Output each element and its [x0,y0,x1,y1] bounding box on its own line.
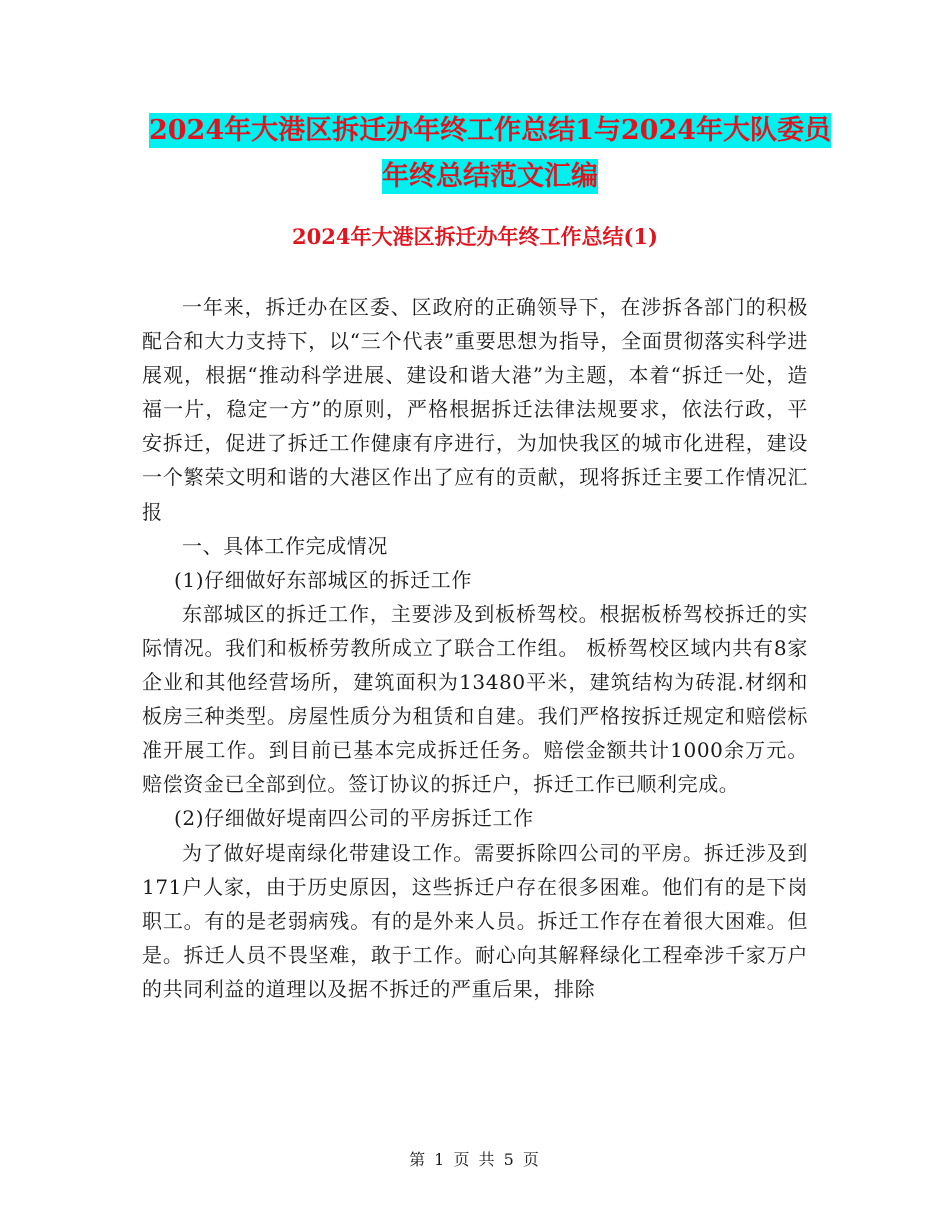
document-body [142,290,808,1006]
document-title-highlight: 2024年大港区拆迁办年终工作总结1与2024年大队委员年终总结范文汇编 [148,115,832,192]
subheading-dinan-company: (2)仔细做好堤南四公司的平房拆迁工作 [174,806,534,831]
subheading-east-district: (1)仔细做好东部城区的拆迁工作 [174,567,472,592]
page-footer: 第 1 页 共 5 页 [409,1150,541,1169]
paragraph-east-district: 东部城区的拆迁工作，主要涉及到板桥驾校。根据板桥驾校拆迁的实际情况。我们和板桥劳教所成立了联合工作组。 板桥驾校区域内共有8家企业和其他经营场所，建筑面积为13480平米，建筑结构为砖混.材纲和板房三种类型。房屋性质分为租赁和自建。我们严格按拆迁规定和赔偿标准开展工作。到目前已基本完成拆迁任务。赔偿金额共计1000余万元。赔偿资金已全部到位。签订协议的拆迁户，拆迁工作已顺利完成。 [142,601,808,797]
document-title [140,108,840,200]
paragraph-intro: 一年来，拆迁办在区委、区政府的正确领导下，在涉拆各部门的积极配合和大力支持下，以“三个代表”重要思想为指导，全面贯彻落实科学进展观，根据“推动科学进展、建设和谐大港”为主题，本着“拆迁一处，造福一片，稳定一方”的原则，严格根据拆迁法律法规要求，依法行政，平安拆迁，促进了拆迁工作健康有序进行，为加快我区的城市化进程，建设一个繁荣文明和谐的大港区作出了应有的贡献，现将拆迁主要工作情况汇报 [142,295,808,524]
section-title: 2024年大港区拆迁办年终工作总结(1) [292,224,658,249]
paragraph-dinan-company: 为了做好堤南绿化带建设工作。需要拆除四公司的平房。拆迁涉及到171户人家，由于历史原因，这些拆迁户存在很多困难。他们有的是下岗职工。有的是老弱病残。有的是外来人员。拆迁工作存在着很大困难。但是。拆迁人员不畏坚难，敢于工作。耐心向其解释绿化工程牵涉千家万户的共同利益的道理以及据不拆迁的严重后果，排除 [142,840,808,1001]
heading-work-completion: 一、具体工作完成情况 [182,533,388,558]
